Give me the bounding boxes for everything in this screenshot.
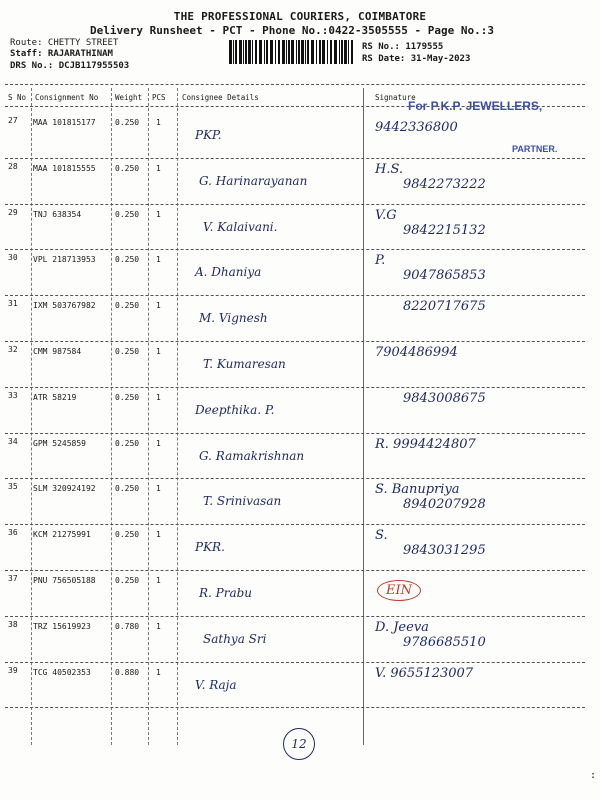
company-stamp <box>400 98 590 156</box>
row-consignment: PNU 756505188 <box>33 576 96 585</box>
row-signature: V. 9655123007 <box>375 665 474 681</box>
row-consignment: GPM 5245859 <box>33 438 86 448</box>
col-weight: Weight <box>115 93 143 102</box>
row-signature: EIN <box>377 580 421 601</box>
runsheet-subtitle: Delivery Runsheet - PCT - Phone No.:0422-3505555 - Page No.:3 <box>90 24 494 37</box>
row-sno: 34 <box>8 436 18 446</box>
row-pcs: 1 <box>156 347 161 356</box>
table-row <box>5 387 585 433</box>
table-row <box>5 478 585 524</box>
row-consignment: VPL 218713953 <box>33 255 96 265</box>
row-sno: 35 <box>8 482 18 492</box>
row-consignment: MAA 101815555 <box>33 163 96 173</box>
row-consignee-name: T. Kumaresan <box>203 357 286 371</box>
row-consignment: TCG 40502353 <box>33 667 91 677</box>
row-consignment: SLM 320924192 <box>33 484 96 494</box>
edge-mark: : <box>590 770 597 781</box>
row-weight: 0.250 <box>115 163 140 173</box>
row-weight: 0.250 <box>115 576 140 585</box>
row-consignee-name: PKR. <box>195 540 225 555</box>
table-row <box>5 662 585 708</box>
row-consignee-name: Sathya Sri <box>203 631 267 646</box>
row-signature: 7904486994 <box>375 345 458 360</box>
row-consignee-name: V. Kalaivani. <box>203 219 278 234</box>
row-sno: 29 <box>8 207 18 217</box>
row-weight: 0.250 <box>115 209 140 219</box>
table-row <box>5 204 585 250</box>
row-divider <box>5 707 585 708</box>
row-sno: 39 <box>8 665 18 675</box>
row-consignment: MAA 101815177 <box>33 118 96 127</box>
row-pcs: 1 <box>156 484 161 494</box>
row-weight: 0.250 <box>115 484 140 494</box>
row-weight: 0.250 <box>115 347 140 356</box>
rs-number: RS No.: 1179555 <box>362 42 444 52</box>
table-row <box>5 524 585 570</box>
row-consignee-name: T. Srinivasan <box>203 494 282 509</box>
row-consignment: ATR 58219 <box>33 392 77 402</box>
staff-label: Staff: RAJARATHINAM <box>10 49 113 59</box>
col-consignment: Consignment No <box>35 93 99 102</box>
table-row <box>5 341 585 387</box>
row-consignee-name: V. Raja <box>195 677 237 692</box>
row-sno: 38 <box>8 619 18 629</box>
row-weight: 0.780 <box>115 621 140 631</box>
row-signature: R. 9994424807 <box>375 436 476 452</box>
row-consignee-name: M. Vignesh <box>199 311 268 326</box>
row-signature: 8220717675 <box>403 299 486 315</box>
row-weight: 0.250 <box>115 301 140 311</box>
row-pcs: 1 <box>156 255 161 265</box>
row-signature: P. 9047865853 <box>375 253 486 284</box>
row-pcs: 1 <box>156 621 161 631</box>
row-sno: 33 <box>8 390 18 400</box>
row-sno: 30 <box>8 253 18 263</box>
row-pcs: 1 <box>156 209 161 219</box>
row-consignee-name: Deepthika. P. <box>195 402 275 417</box>
row-sno: 31 <box>8 299 18 309</box>
row-consignee-name: PKP. <box>195 128 222 142</box>
row-sno: 27 <box>8 116 18 125</box>
row-pcs: 1 <box>156 667 161 677</box>
table-row <box>5 249 585 295</box>
row-pcs: 1 <box>156 530 161 540</box>
row-weight: 0.250 <box>115 118 140 127</box>
row-consignment: TNJ 638354 <box>33 209 82 219</box>
table-row <box>5 616 585 662</box>
row-pcs: 1 <box>156 301 161 311</box>
row-pcs: 1 <box>156 438 161 448</box>
row-consignment: KCM 21275991 <box>33 530 91 540</box>
row-signature: S. 9843031295 <box>375 528 486 559</box>
table-row <box>5 570 585 616</box>
row-consignee-name: G. Harinarayanan <box>199 173 308 188</box>
col-signature: Signature <box>375 93 416 102</box>
row-signature: D. Jeeva 9786685510 <box>375 619 486 650</box>
col-pcs: PCS <box>152 93 166 102</box>
row-weight: 0.250 <box>115 530 140 540</box>
row-sno: 37 <box>8 574 18 583</box>
col-details: Consignee Details <box>182 93 259 102</box>
row-consignee-name: A. Dhaniya <box>195 265 262 280</box>
row-consignee-name: R. Prabu <box>199 586 253 600</box>
row-pcs: 1 <box>156 392 161 402</box>
row-signature: H.S. 9842273222 <box>375 161 486 192</box>
row-weight: 0.250 <box>115 255 140 265</box>
row-pcs: 1 <box>156 163 161 173</box>
row-pcs: 1 <box>156 118 161 127</box>
drs-number: DRS No.: DCJB117955503 <box>10 61 130 71</box>
route-label: Route: CHETTY STREET <box>10 38 119 48</box>
row-sno: 32 <box>8 345 18 354</box>
row-sno: 36 <box>8 528 18 538</box>
stamp-company-name: For P.K.P. JEWELLERS, <box>408 99 543 113</box>
row-signature: 9442336800 <box>375 120 458 135</box>
row-consignment: CMM 987584 <box>33 347 82 356</box>
rs-date: RS Date: 31-May-2023 <box>362 54 471 64</box>
row-consignment: TRZ 15619923 <box>33 621 91 631</box>
table-row <box>5 295 585 341</box>
header-divider-top <box>5 84 585 85</box>
table-row <box>5 158 585 204</box>
barcode <box>228 40 354 64</box>
handwritten-page-mark: 12 <box>283 728 315 760</box>
table-row <box>5 433 585 479</box>
row-signature: V.G 9842215132 <box>375 207 486 238</box>
col-sno: S No <box>8 93 27 102</box>
row-consignment: IXM 503767982 <box>33 301 96 311</box>
stamp-partner: PARTNER. <box>512 144 558 154</box>
company-title: THE PROFESSIONAL COURIERS, COIMBATORE <box>173 10 427 23</box>
row-signature: S. Banupriya 8940207928 <box>375 482 486 513</box>
row-pcs: 1 <box>156 576 161 585</box>
row-consignee-name: G. Ramakrishnan <box>199 448 305 463</box>
row-weight: 0.250 <box>115 438 140 448</box>
row-weight: 0.880 <box>115 667 140 677</box>
row-sno: 28 <box>8 161 18 171</box>
row-signature: 9843008675 <box>403 390 486 406</box>
row-weight: 0.250 <box>115 392 140 402</box>
